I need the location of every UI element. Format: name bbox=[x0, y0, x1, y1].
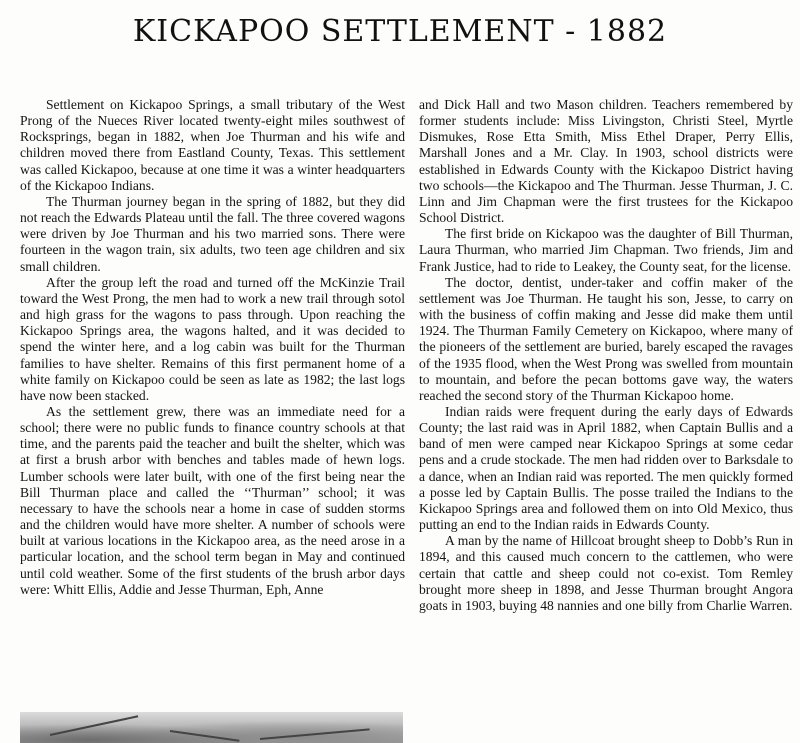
paragraph-continued: and Dick Hall and two Mason children. Teachers remembered by former students include: Miss Livingston, Christi Steel, Myrtle Dismukes, Rose Etta Smith, Miss Ethel Draper, Perry Ellis, Marshall Jones and a Mr. Clay. In 1903, school districts were established in Edwards County with the Kickapoo District having two schools—the Kickapoo and The Thurman. Jesse Thurman, J. C. Linn and Jim Chapman were the first trustees for the Kickapoo School District. bbox=[419, 97, 793, 226]
paragraph: The first bride on Kickapoo was the daughter of Bill Thurman, Laura Thurman, who married Jim Chapman. Two friends, Jim and Frank Justice, had to ride to Leakey, the County seat, for the license. bbox=[419, 226, 793, 274]
tree-branch bbox=[260, 728, 370, 740]
paragraph: Indian raids were frequent during the early days of Edwards County; the last raid was in April 1882, when Captain Bullis and a band of men were camped near Kickapoo Springs at some cedar pens and a crude stockade. The men had ridden over to Barksdale to a dance, when an Indian raid was reported. The men quickly formed a posse led by Captain Bullis. The posse trailed the Indians to the Kickapoo Springs area and followed them on into Old Mexico, thus putting an end to the Indian raids in Edwards County. bbox=[419, 403, 793, 533]
tree-branch bbox=[50, 715, 138, 736]
photograph bbox=[20, 712, 403, 743]
paragraph: As the settlement grew, there was an immediate need for a school; there were no public funds to finance country schools at that time, and the parents paid the teacher and built the shelter, which was at first a brush arbor with benches and tables made of hewn logs. Lumber schools were later built, with one of the first being near the Bill Thurman place and called the ‘‘Thurman’’ school; it was necessary to have the schools near a home in case of sudden storms and the children would have more shelter. A number of schools were built at various locations in the Kickapoo area, as the need arose in a particular location, and the school term began in May and continued until cold weather. Some of the first students of the brush arbor days were: Whitt Ellis, Addie and Jesse Thurman, Eph, Anne bbox=[20, 403, 405, 597]
right-column bbox=[419, 97, 793, 614]
tree-branch bbox=[170, 730, 240, 742]
paragraph: A man by the name of Hillcoat brought sheep to Dobb’s Run in 1894, and this caused much concern to the cattlemen, who were certain that cattle and sheep could not co-exist. Tom Remley brought more sheep in 1898, and Jesse Thurman brought Angora goats in 1903, buying 48 nannies and one billy from Charlie Warren. bbox=[419, 533, 793, 613]
paragraph: The Thurman journey began in the spring of 1882, but they did not reach the Edwards Plateau until the fall. The three covered wagons were driven by Joe Thurman and his two married sons. There were fourteen in the wagon train, six adults, two teen age children and six small children. bbox=[20, 193, 405, 274]
page-title: KICKAPOO SETTLEMENT - 1882 bbox=[132, 14, 668, 49]
paragraph: The doctor, dentist, under-taker and coffin maker of the settlement was Joe Thurman. He taught his son, Jesse, to carry on with the business of coffin making and Jesse did make them until 1924. The Thurman Family Cemetery on Kickapoo, where many of the pioneers of the settlement are buried, barely escaped the ravages of the 1935 flood, when the West Prong was swelled from mountain to mountain, and before the pecan bottoms gave way, the waters reached the second story of the Thurman Kickapoo home. bbox=[419, 274, 793, 403]
paragraph: Settlement on Kickapoo Springs, a small tributary of the West Prong of the Nueces River located twenty-eight miles southwest of Rocksprings, began in 1882, when Joe Thurman and his wife and children moved there from Eastland County, Texas. This settlement was called Kickapoo, because at one time it was a winter headquarters of the Kickapoo Indians. bbox=[20, 97, 405, 193]
left-column bbox=[20, 97, 405, 598]
paragraph: After the group left the road and turned off the McKinzie Trail toward the West Prong, the men had to work a new trail through sotol and high grass for the wagons to pass through. Upon reaching the Kickapoo Springs area, the wagons halted, and it was decided to spend the winter here, and a log cabin was built for the Thurman families to have shelter. Remains of this first permanent home of a white family on Kickapoo could be seen as late as 1982; the last logs have now been stacked. bbox=[20, 274, 405, 403]
